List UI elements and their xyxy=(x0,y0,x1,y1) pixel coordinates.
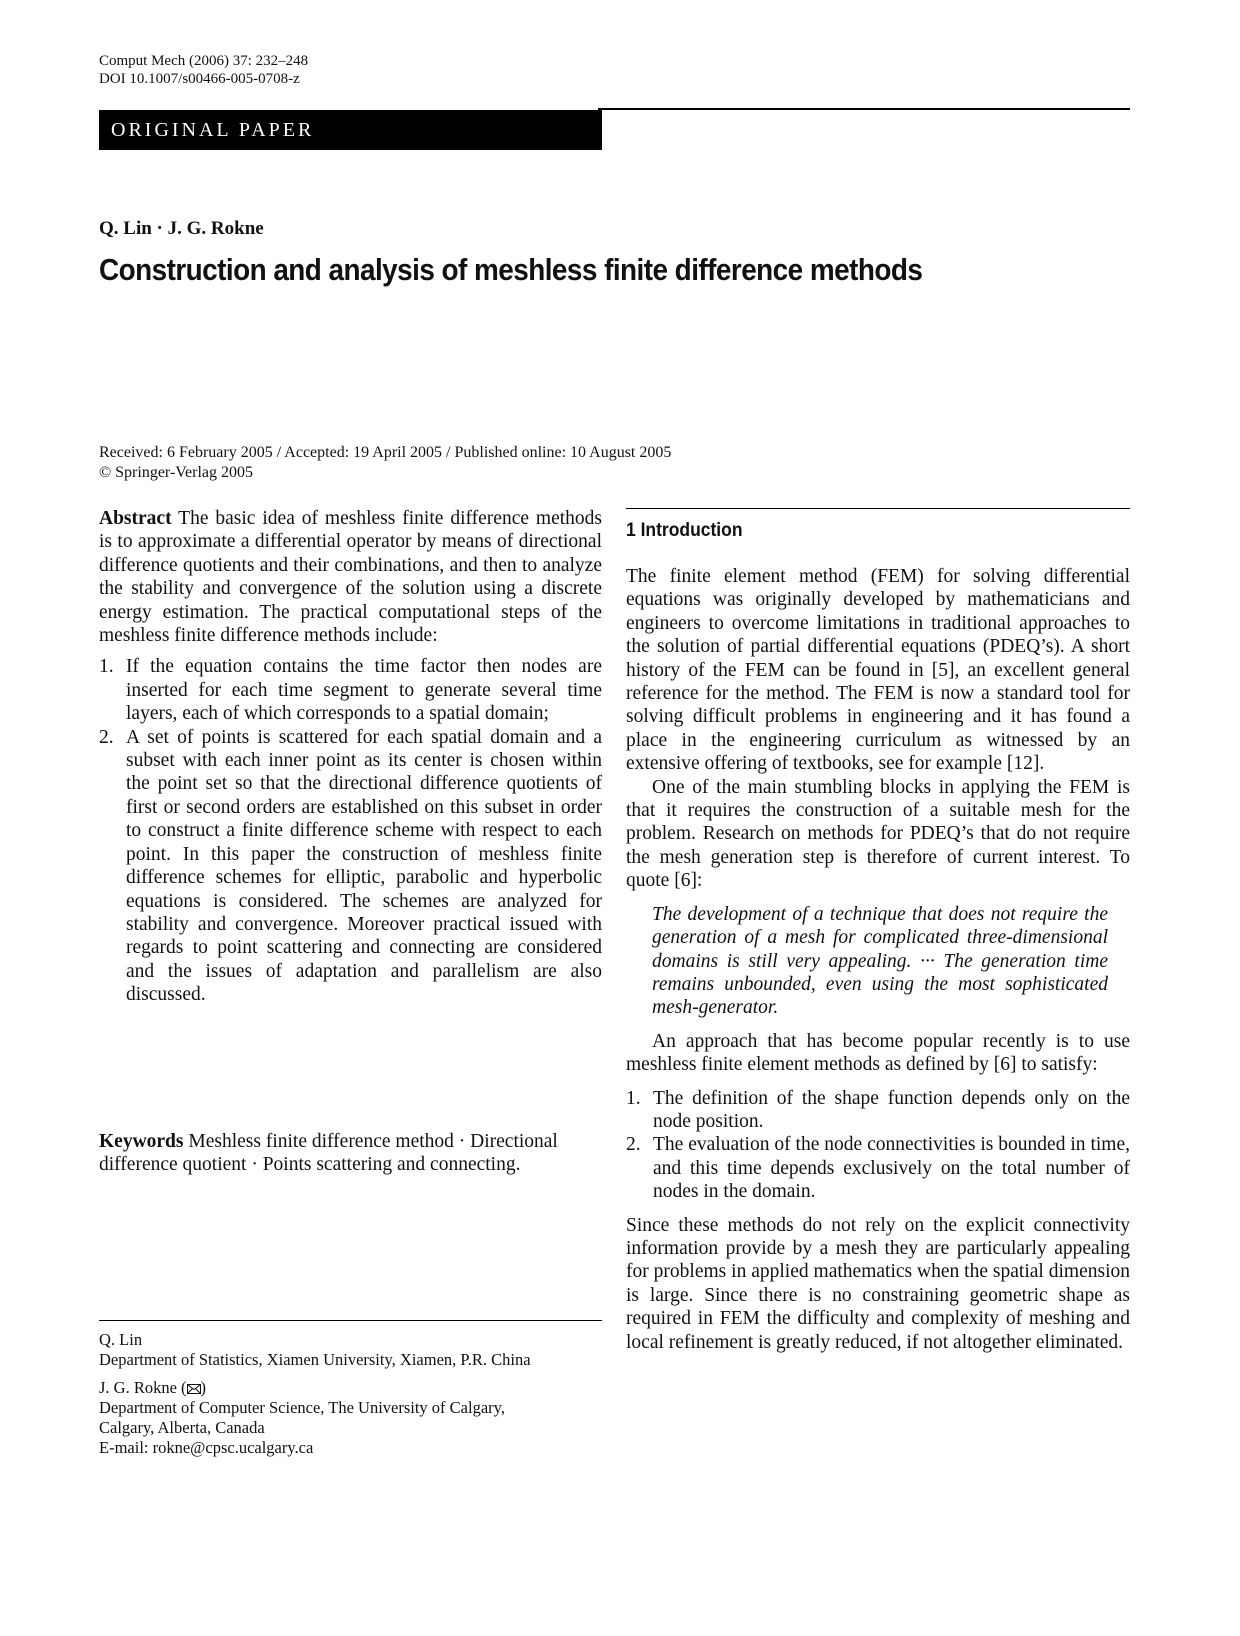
author2-dept: Department of Computer Science, The University of Calgary, xyxy=(99,1398,505,1417)
affiliation-rule xyxy=(99,1320,602,1321)
abstract-text: The basic idea of meshless finite difference methods is to approximate a differential operator by means of directional difference quotients and their combinations, and then to analyze the stability and convergence of the solution using a discrete energy estimation. The practical computational steps of the meshless finite difference methods include: xyxy=(99,508,602,647)
list-number: 1. xyxy=(626,1087,641,1109)
paper-title: Construction and analysis of meshless finite difference methods xyxy=(99,252,923,287)
intro-heading: 1 Introduction xyxy=(626,520,743,541)
article-type-banner: ORIGINAL PAPER xyxy=(99,110,602,150)
intro-list xyxy=(626,1087,1130,1204)
journal-doi: DOI 10.1007/s00466-005-0708-z xyxy=(99,71,300,87)
list-text: If the equation contains the time factor then nodes are inserted for each time segment to generate several time layers, each of which corresponds to a spatial domain; xyxy=(126,656,602,725)
abstract-label: Abstract xyxy=(99,508,172,529)
section-rule xyxy=(626,508,1130,509)
author2-name-line xyxy=(99,1378,531,1398)
envelope-icon xyxy=(187,1384,201,1394)
list-item xyxy=(626,1133,1130,1203)
abstract-list xyxy=(99,655,602,1006)
header-rule xyxy=(598,108,1130,110)
journal-citation: Comput Mech (2006) 37: 232–248 xyxy=(99,53,309,69)
list-item xyxy=(626,1087,1130,1134)
author2-name-end: ) xyxy=(200,1378,207,1397)
list-number: 2. xyxy=(626,1134,641,1156)
keywords-label: Keywords xyxy=(99,1131,184,1152)
keywords xyxy=(99,1130,559,1177)
abstract-paragraph xyxy=(99,507,602,647)
list-number: 1. xyxy=(99,656,114,678)
list-item xyxy=(99,726,602,1007)
list-text: The evaluation of the node connectivities is bounded in time, and this time depends exclusively on the total number of nodes in the domain. xyxy=(653,1134,1130,1203)
keywords-text: Meshless finite difference method · Directional difference quotient · Points scattering and connecting. xyxy=(99,1131,558,1176)
intro-quote: The development of a technique that does not require the generation of a mesh for complicated three-dimensional domains is still very appealing. ··· The generation time remains unbounded, even using the most sophisticated mesh-generator. xyxy=(652,903,1108,1019)
author2-location: Calgary, Alberta, Canada xyxy=(99,1418,265,1437)
author1-name: Q. Lin xyxy=(99,1330,143,1349)
list-number: 2. xyxy=(99,726,114,748)
intro-paragraph-3: An approach that has become popular recently is to use meshless finite element methods as defined by [6] to satisfy: xyxy=(626,1030,1130,1076)
date-history: Received: 6 February 2005 / Accepted: 19 April 2005 / Published online: 10 August 2005 xyxy=(99,444,672,461)
list-item xyxy=(99,655,602,725)
author2-name: J. G. Rokne ( xyxy=(99,1378,187,1397)
author2-email: E-mail: rokne@cpsc.ucalgary.ca xyxy=(99,1438,314,1457)
intro-paragraph-1: The finite element method (FEM) for solving differential equations was originally developed by mathematicians and engineers to overcome limitations in traditional approaches to the solution of partial differential equations (PDEQ’s). A short history of the FEM can be found in [5], an excellent general reference for the method. The FEM is now a standard tool for solving difficult problems in engineering and it has found a place in the engineering curriculum as witnessed by an extensive offering of textbooks, see for example [12]. xyxy=(626,566,1130,775)
journal-info xyxy=(99,52,308,88)
list-text: A set of points is scattered for each spatial domain and a subset with each inner point as its center is chosen within the point set so that the directional difference quotients of first or second orders are established on this subset in order to construct a finite difference scheme with respect to each point. In this paper the construction of meshless finite difference schemes for elliptic, parabolic and hyperbolic equations is considered. The schemes are analyzed for stability and convergence. Moreover practical issued with regards to point scattering and connecting are considered and the issues of adaptation and parallelism are also discussed. xyxy=(126,726,602,1006)
intro-paragraph-2: One of the main stumbling blocks in applying the FEM is that it requires the construction of a suitable mesh for the problem. Research on methods for PDEQ’s that do not require the mesh generation step is therefore of current interest. To quote [6]: xyxy=(626,776,1130,892)
list-text: The definition of the shape function depends only on the node position. xyxy=(653,1087,1130,1132)
intro-column xyxy=(626,565,1130,1354)
affiliations xyxy=(99,1330,531,1458)
authors-line: Q. Lin · J. G. Rokne xyxy=(99,218,264,239)
publication-dates xyxy=(99,443,671,483)
intro-paragraph-4: Since these methods do not rely on the explicit connectivity information provide by a mesh they are particularly appealing for problems in applied mathematics when the spatial dimension is large. Since there is no constraining geometric shape as required in FEM the difficulty and complexity of meshing and local refinement is greatly reduced, if not altogether eliminated. xyxy=(626,1214,1130,1353)
abstract-column xyxy=(99,507,602,1007)
copyright-line: © Springer-Verlag 2005 xyxy=(99,464,254,481)
author1-dept: Department of Statistics, Xiamen University, Xiamen, P.R. China xyxy=(99,1350,531,1369)
